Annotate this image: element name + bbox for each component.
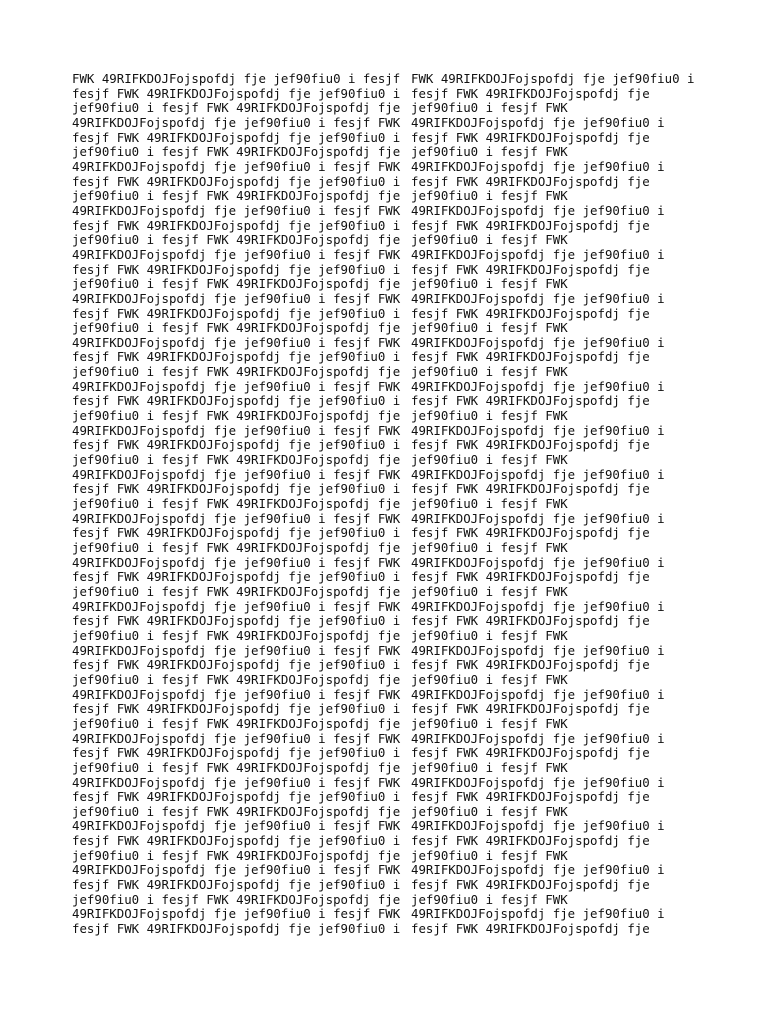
text-line: 49RIFKDOJFojspofdj fje jef90fiu0 i [411, 510, 665, 526]
text-line: jef90fiu0 i fesjf FWK 49RIFKDOJFojspofdj fje [72, 891, 401, 907]
text-line: 49RIFKDOJFojspofdj fje jef90fiu0 i fesjf FWK [72, 466, 401, 482]
text-line: fesjf FWK 49RIFKDOJFojspofdj fje [411, 305, 650, 321]
text-line: fesjf FWK 49RIFKDOJFojspofdj fje [411, 921, 650, 937]
text-line: fesjf FWK 49RIFKDOJFojspofdj fje [411, 701, 650, 717]
text-line: jef90fiu0 i fesjf FWK 49RIFKDOJFojspofdj fje [72, 583, 401, 599]
text-line: 49RIFKDOJFojspofdj fje jef90fiu0 i [411, 290, 665, 306]
text-line: jef90fiu0 i fesjf FWK [411, 364, 568, 380]
text-line: FWK 49RIFKDOJFojspofdj fje jef90fiu0 i fesjf [72, 71, 401, 86]
text-line: 49RIFKDOJFojspofdj fje jef90fiu0 i [411, 246, 665, 262]
text-line: fesjf FWK 49RIFKDOJFojspofdj fje [411, 85, 650, 101]
text-line: jef90fiu0 i fesjf FWK 49RIFKDOJFojspofdj fje [72, 408, 401, 424]
text-line: fesjf FWK 49RIFKDOJFojspofdj fje jef90fiu0 i [72, 569, 401, 585]
text-line: jef90fiu0 i fesjf FWK [411, 803, 568, 819]
text-line: fesjf FWK 49RIFKDOJFojspofdj fje jef90fiu0 i [72, 85, 401, 101]
text-line: jef90fiu0 i fesjf FWK 49RIFKDOJFojspofdj fje [72, 847, 401, 863]
text-line: fesjf FWK 49RIFKDOJFojspofdj fje jef90fiu0 i [72, 349, 401, 365]
text-line: fesjf FWK 49RIFKDOJFojspofdj fje jef90fiu0 i [72, 613, 401, 629]
text-line: jef90fiu0 i fesjf FWK [411, 408, 568, 424]
text-line: fesjf FWK 49RIFKDOJFojspofdj fje [411, 437, 650, 453]
text-line: jef90fiu0 i fesjf FWK [411, 188, 568, 204]
text-line: 49RIFKDOJFojspofdj fje jef90fiu0 i fesjf FWK [72, 598, 401, 614]
text-line: fesjf FWK 49RIFKDOJFojspofdj fje [411, 613, 650, 629]
text-line: 49RIFKDOJFojspofdj fje jef90fiu0 i [411, 158, 665, 174]
text-line: jef90fiu0 i fesjf FWK 49RIFKDOJFojspofdj fje [72, 671, 401, 687]
text-line: 49RIFKDOJFojspofdj fje jef90fiu0 i fesjf FWK [72, 686, 401, 702]
text-line: 49RIFKDOJFojspofdj fje jef90fiu0 i fesjf FWK [72, 554, 401, 570]
text-line: fesjf FWK 49RIFKDOJFojspofdj fje [411, 525, 650, 541]
text-line: 49RIFKDOJFojspofdj fje jef90fiu0 i fesjf FWK [72, 906, 401, 922]
text-line: fesjf FWK 49RIFKDOJFojspofdj fje jef90fiu0 i [72, 525, 401, 541]
text-line: 49RIFKDOJFojspofdj fje jef90fiu0 i [411, 906, 665, 922]
text-line: 49RIFKDOJFojspofdj fje jef90fiu0 i fesjf FWK [72, 114, 401, 130]
text-line: 49RIFKDOJFojspofdj fje jef90fiu0 i fesjf FWK [72, 642, 401, 658]
text-line: jef90fiu0 i fesjf FWK 49RIFKDOJFojspofdj fje [72, 759, 401, 775]
text-line: jef90fiu0 i fesjf FWK [411, 715, 568, 731]
text-line: 49RIFKDOJFojspofdj fje jef90fiu0 i fesjf FWK [72, 730, 401, 746]
text-line: 49RIFKDOJFojspofdj fje jef90fiu0 i fesjf FWK [72, 246, 401, 262]
text-line: jef90fiu0 i fesjf FWK [411, 540, 568, 555]
text-line: 49RIFKDOJFojspofdj fje jef90fiu0 i [411, 422, 665, 438]
text-line: jef90fiu0 i fesjf FWK 49RIFKDOJFojspofdj fje [72, 496, 401, 512]
text-line: fesjf FWK 49RIFKDOJFojspofdj fje [411, 569, 650, 585]
text-line: fesjf FWK 49RIFKDOJFojspofdj fje jef90fiu0 i [72, 481, 401, 497]
text-line: fesjf FWK 49RIFKDOJFojspofdj fje [411, 745, 650, 761]
text-line: 49RIFKDOJFojspofdj fje jef90fiu0 i [411, 554, 665, 570]
text-line: jef90fiu0 i fesjf FWK [411, 320, 568, 336]
text-line: fesjf FWK 49RIFKDOJFojspofdj fje jef90fiu0 i [72, 217, 401, 233]
text-line: jef90fiu0 i fesjf FWK 49RIFKDOJFojspofdj fje [72, 627, 401, 643]
text-line: 49RIFKDOJFojspofdj fje jef90fiu0 i fesjf FWK [72, 158, 401, 174]
text-line: jef90fiu0 i fesjf FWK 49RIFKDOJFojspofdj fje [72, 188, 401, 204]
text-line: 49RIFKDOJFojspofdj fje jef90fiu0 i [411, 818, 665, 834]
text-line: fesjf FWK 49RIFKDOJFojspofdj fje jef90fiu0 i [72, 745, 401, 761]
text-line: 49RIFKDOJFojspofdj fje jef90fiu0 i [411, 862, 665, 878]
text-line: fesjf FWK 49RIFKDOJFojspofdj fje [411, 833, 650, 849]
text-line: jef90fiu0 i fesjf FWK 49RIFKDOJFojspofdj fje [72, 100, 401, 116]
text-line: 49RIFKDOJFojspofdj fje jef90fiu0 i [411, 334, 665, 350]
text-line: fesjf FWK 49RIFKDOJFojspofdj fje jef90fiu0 i [72, 657, 401, 673]
text-line: jef90fiu0 i fesjf FWK [411, 276, 568, 292]
text-line: jef90fiu0 i fesjf FWK [411, 671, 568, 687]
text-line: 49RIFKDOJFojspofdj fje jef90fiu0 i [411, 774, 665, 790]
text-line: 49RIFKDOJFojspofdj fje jef90fiu0 i [411, 686, 665, 702]
text-line: fesjf FWK 49RIFKDOJFojspofdj fje jef90fiu0 i [72, 921, 401, 937]
text-line: fesjf FWK 49RIFKDOJFojspofdj fje [411, 657, 650, 673]
text-line: fesjf FWK 49RIFKDOJFojspofdj fje jef90fiu0 i [72, 877, 401, 893]
text-line: 49RIFKDOJFojspofdj fje jef90fiu0 i fesjf FWK [72, 290, 401, 306]
text-line: jef90fiu0 i fesjf FWK [411, 627, 568, 643]
text-line: jef90fiu0 i fesjf FWK 49RIFKDOJFojspofdj fje [72, 803, 401, 819]
left-text-column [72, 72, 400, 937]
text-line: 49RIFKDOJFojspofdj fje jef90fiu0 i [411, 378, 665, 394]
text-line: FWK 49RIFKDOJFojspofdj fje jef90fiu0 i [411, 71, 695, 86]
text-line: fesjf FWK 49RIFKDOJFojspofdj fje [411, 877, 650, 893]
text-line: 49RIFKDOJFojspofdj fje jef90fiu0 i [411, 114, 665, 130]
text-line: fesjf FWK 49RIFKDOJFojspofdj fje [411, 261, 650, 277]
text-line: fesjf FWK 49RIFKDOJFojspofdj fje jef90fiu0 i [72, 701, 401, 717]
text-line: jef90fiu0 i fesjf FWK 49RIFKDOJFojspofdj fje [72, 452, 401, 468]
text-line: fesjf FWK 49RIFKDOJFojspofdj fje jef90fiu0 i [72, 173, 401, 189]
text-line: 49RIFKDOJFojspofdj fje jef90fiu0 i fesjf FWK [72, 334, 401, 350]
text-line: 49RIFKDOJFojspofdj fje jef90fiu0 i fesjf FWK [72, 818, 401, 834]
text-line: jef90fiu0 i fesjf FWK [411, 452, 568, 468]
text-line: fesjf FWK 49RIFKDOJFojspofdj fje jef90fiu0 i [72, 437, 401, 453]
text-line: jef90fiu0 i fesjf FWK 49RIFKDOJFojspofdj fje [72, 540, 401, 555]
text-line: fesjf FWK 49RIFKDOJFojspofdj fje jef90fiu0 i [72, 393, 401, 409]
text-line: 49RIFKDOJFojspofdj fje jef90fiu0 i fesjf FWK [72, 510, 401, 526]
text-line: fesjf FWK 49RIFKDOJFojspofdj fje [411, 481, 650, 497]
text-line: fesjf FWK 49RIFKDOJFojspofdj fje [411, 789, 650, 805]
text-line: jef90fiu0 i fesjf FWK [411, 232, 568, 248]
text-line: jef90fiu0 i fesjf FWK 49RIFKDOJFojspofdj fje [72, 276, 401, 292]
text-line: jef90fiu0 i fesjf FWK 49RIFKDOJFojspofdj fje [72, 320, 401, 336]
text-line: 49RIFKDOJFojspofdj fje jef90fiu0 i [411, 730, 665, 746]
text-line: 49RIFKDOJFojspofdj fje jef90fiu0 i [411, 202, 665, 218]
text-line: fesjf FWK 49RIFKDOJFojspofdj fje [411, 217, 650, 233]
text-line: jef90fiu0 i fesjf FWK [411, 496, 568, 512]
text-line: 49RIFKDOJFojspofdj fje jef90fiu0 i fesjf FWK [72, 422, 401, 438]
text-line: fesjf FWK 49RIFKDOJFojspofdj fje jef90fiu0 i [72, 833, 401, 849]
text-line: jef90fiu0 i fesjf FWK [411, 759, 568, 775]
text-line: 49RIFKDOJFojspofdj fje jef90fiu0 i [411, 642, 665, 658]
text-line: fesjf FWK 49RIFKDOJFojspofdj fje jef90fiu0 i [72, 789, 401, 805]
text-line: jef90fiu0 i fesjf FWK [411, 144, 568, 160]
text-line: jef90fiu0 i fesjf FWK 49RIFKDOJFojspofdj fje [72, 715, 401, 731]
text-line: 49RIFKDOJFojspofdj fje jef90fiu0 i fesjf FWK [72, 378, 401, 394]
text-line: fesjf FWK 49RIFKDOJFojspofdj fje jef90fiu0 i [72, 305, 401, 321]
text-line: fesjf FWK 49RIFKDOJFojspofdj fje [411, 393, 650, 409]
right-text-column [411, 72, 694, 937]
text-line: fesjf FWK 49RIFKDOJFojspofdj fje jef90fiu0 i [72, 261, 401, 277]
text-line: jef90fiu0 i fesjf FWK 49RIFKDOJFojspofdj fje [72, 232, 401, 248]
text-line: fesjf FWK 49RIFKDOJFojspofdj fje jef90fiu0 i [72, 129, 401, 145]
text-line: 49RIFKDOJFojspofdj fje jef90fiu0 i [411, 466, 665, 482]
text-line: jef90fiu0 i fesjf FWK [411, 583, 568, 599]
text-line: fesjf FWK 49RIFKDOJFojspofdj fje [411, 129, 650, 145]
text-line: jef90fiu0 i fesjf FWK 49RIFKDOJFojspofdj fje [72, 144, 401, 160]
text-line: fesjf FWK 49RIFKDOJFojspofdj fje [411, 349, 650, 365]
text-line: jef90fiu0 i fesjf FWK [411, 847, 568, 863]
text-line: 49RIFKDOJFojspofdj fje jef90fiu0 i fesjf FWK [72, 862, 401, 878]
text-line: 49RIFKDOJFojspofdj fje jef90fiu0 i fesjf FWK [72, 202, 401, 218]
text-line: jef90fiu0 i fesjf FWK [411, 891, 568, 907]
text-line: fesjf FWK 49RIFKDOJFojspofdj fje [411, 173, 650, 189]
text-line: 49RIFKDOJFojspofdj fje jef90fiu0 i [411, 598, 665, 614]
text-line: 49RIFKDOJFojspofdj fje jef90fiu0 i fesjf FWK [72, 774, 401, 790]
text-line: jef90fiu0 i fesjf FWK 49RIFKDOJFojspofdj fje [72, 364, 401, 380]
text-line: jef90fiu0 i fesjf FWK [411, 100, 568, 116]
